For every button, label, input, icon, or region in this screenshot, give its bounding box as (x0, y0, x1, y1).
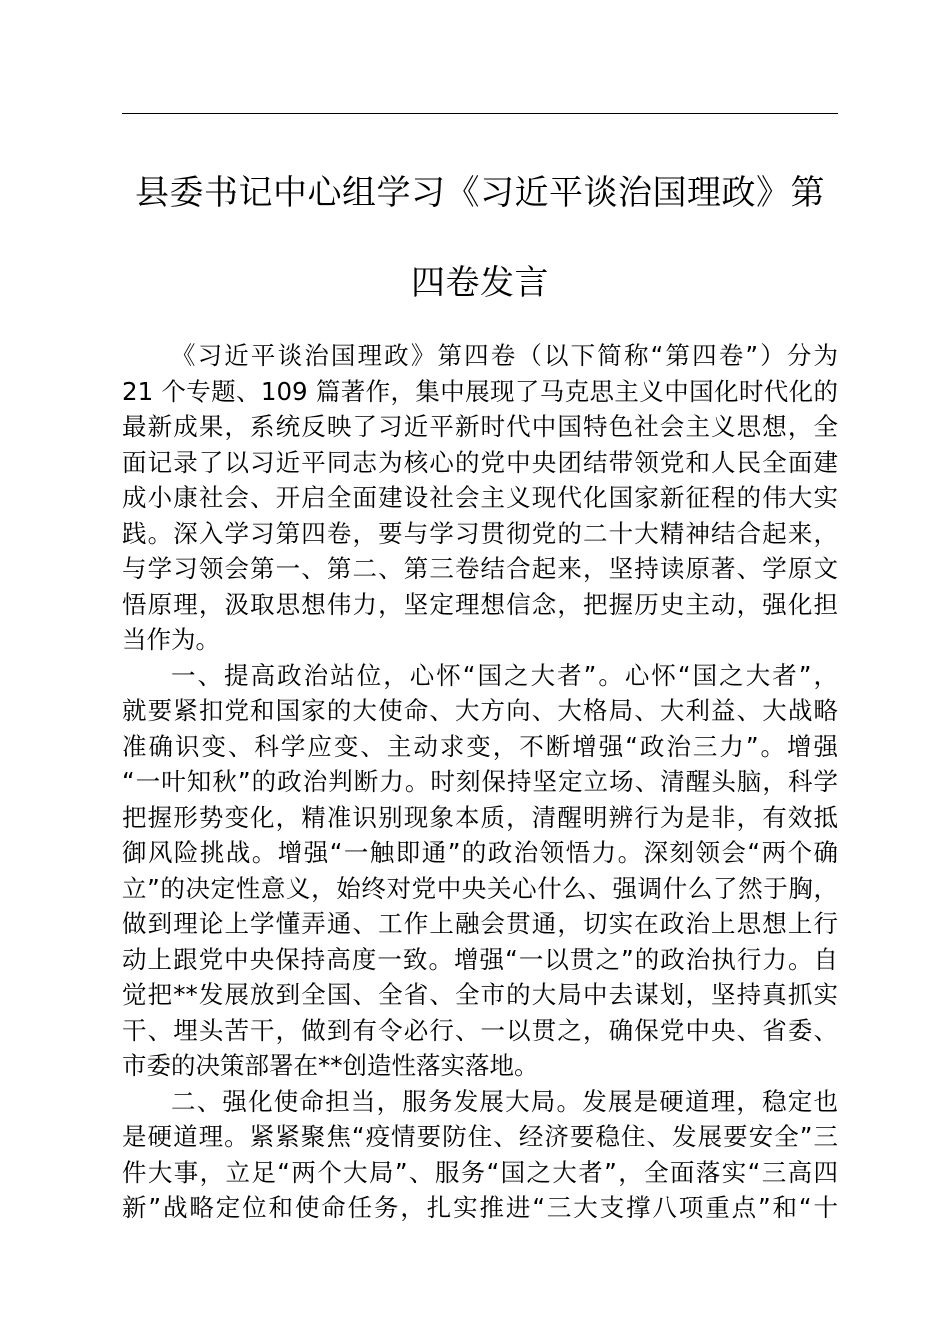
text-line: 新”战略定位和使命任务，扎实推进“三大支撑八项重点”和“十 (122, 1193, 838, 1222)
text-line: 把握形势变化，精准识别现象本质，清醒明辨行为是非，有效抵 (122, 802, 838, 832)
document-title (118, 148, 842, 328)
text-line: 践。深入学习第四卷，要与学习贯彻党的二十大精神结合起来， (122, 518, 838, 548)
text-line: 二、强化使命担当，服务发展大局。发展是硬道理，稳定也 (171, 1086, 838, 1116)
text-line: 件大事，立足“两个大局”、服务“国之大者”，全面落实“三高四 (122, 1157, 838, 1187)
title-line: 四卷发言 (411, 263, 549, 303)
text-line: “一叶知秋”的政治判断力。时刻保持坚定立场、清醒头脑，科学 (122, 767, 838, 796)
text-line: 一、提高政治站位，心怀“国之大者”。心怀“国之大者”， (171, 660, 838, 690)
text-line: 干、埋头苦干，做到有令必行、一以贯之，确保党中央、省委、 (122, 1015, 838, 1045)
header-rule (122, 113, 838, 114)
text-line: 立”的决定性意义，始终对党中央关心什么、强调什么了然于胸， (122, 873, 838, 903)
text-line: 市委的决策部署在**创造性落实落地。 (122, 1051, 539, 1080)
paragraph-intro (122, 338, 838, 658)
text-line: 成小康社会、开启全面建设社会主义现代化国家新征程的伟大实 (122, 483, 838, 512)
document-body (122, 338, 838, 1226)
paragraph-section-one (122, 658, 838, 1084)
text-line: 动上跟党中央保持高度一致。增强“一以贯之”的政治执行力。自 (122, 944, 838, 974)
text-line: 是硬道理。紧紧聚焦“疫情要防住、经济要稳住、发展要安全”三 (122, 1122, 838, 1151)
title-line: 县委书记中心组学习《习近平谈治国理政》第 (135, 173, 825, 213)
text-line: 《习近平谈治国理政》第四卷（以下简称“第四卷”）分为 (171, 341, 838, 370)
text-line: 准确识变、科学应变、主动求变，不断增强“政治三力”。增强 (122, 731, 838, 761)
text-line: 做到理论上学懂弄通、工作上融会贯通，切实在政治上思想上行 (122, 909, 838, 938)
text-line: 悟原理，汲取思想伟力，坚定理想信念，把握历史主动，强化担 (122, 589, 838, 619)
paragraph-section-two (122, 1084, 838, 1226)
text-line: 面记录了以习近平同志为核心的党中央团结带领党和人民全面建 (122, 447, 838, 477)
text-line: 当作为。 (122, 625, 220, 654)
text-line: 21 个专题、109 篇著作，集中展现了马克思主义中国化时代化的 (122, 376, 838, 406)
text-line: 最新成果，系统反映了习近平新时代中国特色社会主义思想，全 (122, 412, 838, 441)
text-line: 就要紧扣党和国家的大使命、大方向、大格局、大利益、大战略 (122, 696, 838, 725)
text-line: 御风险挑战。增强“一触即通”的政治领悟力。深刻领会“两个确 (122, 838, 838, 867)
text-line: 与学习领会第一、第二、第三卷结合起来，坚持读原著、学原文 (122, 554, 838, 583)
text-line: 觉把**发展放到全国、全省、全市的大局中去谋划，坚持真抓实 (122, 980, 838, 1009)
